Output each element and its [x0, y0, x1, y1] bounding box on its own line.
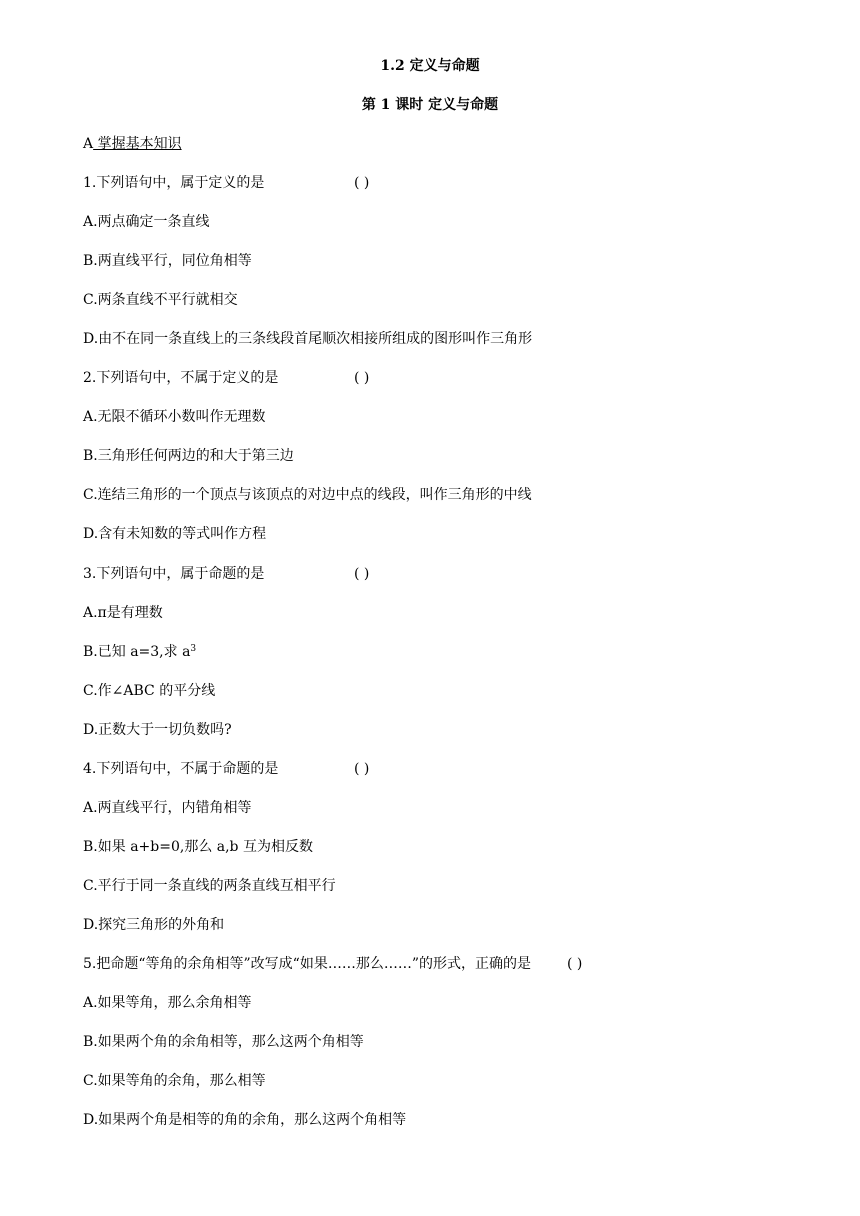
- question-1-option-c: C.两条直线不平行就相交: [83, 292, 238, 308]
- question-3-stem: 3.下列语句中，属于命题的是: [83, 566, 265, 582]
- question-4-option-c: C.平行于同一条直线的两条直线互相平行: [83, 878, 336, 894]
- question-2-stem: 2.下列语句中，不属于定义的是: [83, 370, 279, 386]
- question-4-stem: 4.下列语句中，不属于命题的是: [83, 761, 279, 777]
- question-5-option-d: D.如果两个角是相等的角的余角，那么这两个角相等: [83, 1112, 407, 1128]
- question-1-option-a: A.两点确定一条直线: [83, 214, 210, 230]
- question-3-option-b: [83, 642, 196, 662]
- question-5-option-b: B.如果两个角的余角相等，那么这两个角相等: [83, 1034, 364, 1050]
- question-2-option-c: C.连结三角形的一个顶点与该顶点的对边中点的线段，叫作三角形的中线: [83, 487, 532, 503]
- exponent: 3: [190, 644, 197, 654]
- question-3-answer-blank: ( ): [354, 566, 370, 582]
- section-heading: [83, 134, 182, 154]
- question-5-stem: 5.把命题“等角的余角相等”改写成“如果……那么……”的形式，正确的是: [83, 956, 531, 972]
- section-text: 掌握基本知识: [93, 136, 182, 152]
- question-4-option-b: B.如果 a+b=0,那么 a,b 互为相反数: [83, 839, 313, 855]
- question-1-option-b: B.两直线平行，同位角相等: [83, 253, 252, 269]
- question-3-option-c: C.作∠ABC 的平分线: [83, 683, 216, 699]
- question-4-answer-blank: ( ): [354, 761, 370, 777]
- question-3-option-b-text: B.已知 a=3,求 a: [83, 644, 191, 660]
- question-5-option-c: C.如果等角的余角，那么相等: [83, 1073, 266, 1089]
- question-4-option-a: A.两直线平行，内错角相等: [83, 800, 252, 816]
- question-2-option-d: D.含有未知数的等式叫作方程: [83, 526, 267, 542]
- question-2-option-b: B.三角形任何两边的和大于第三边: [83, 448, 294, 464]
- page-subtitle: 第 1 课时 定义与命题: [361, 97, 499, 113]
- question-1-stem: 1.下列语句中，属于定义的是: [83, 175, 265, 191]
- question-3-option-a: A.π是有理数: [83, 605, 163, 621]
- question-1-option-d: D.由不在同一条直线上的三条线段首尾顺次相接所组成的图形叫作三角形: [83, 331, 533, 347]
- page-title: 1.2 定义与命题: [380, 58, 480, 74]
- question-2-answer-blank: ( ): [354, 370, 370, 386]
- section-label: A: [83, 136, 94, 152]
- question-4-option-d: D.探究三角形的外角和: [83, 917, 225, 933]
- question-1-answer-blank: ( ): [354, 175, 370, 191]
- question-3-option-d: D.正数大于一切负数吗?: [83, 722, 232, 738]
- question-5-answer-blank: ( ): [567, 956, 583, 972]
- question-5-option-a: A.如果等角，那么余角相等: [83, 995, 252, 1011]
- question-2-option-a: A.无限不循环小数叫作无理数: [83, 409, 266, 425]
